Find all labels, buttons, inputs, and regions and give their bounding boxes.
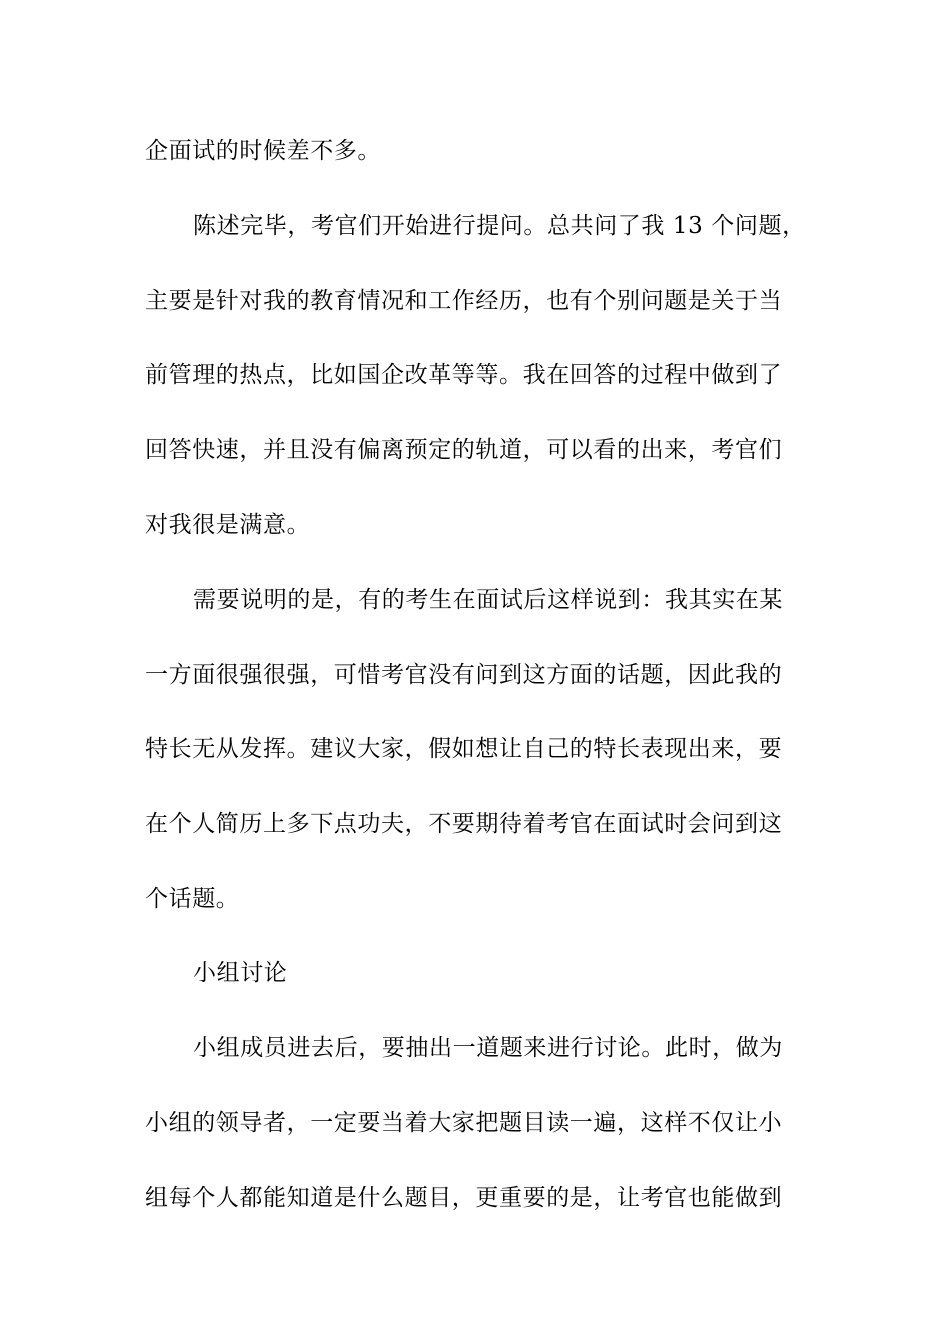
text-line: 一方面很强很强，可惜考官没有问到这方面的话题，因此我的 <box>145 662 783 688</box>
text-line: 对我很是满意。 <box>145 512 311 538</box>
section-heading: 小组讨论 <box>193 960 288 986</box>
text-line: 企面试的时候差不多。 <box>145 138 381 164</box>
paragraph-start-line: 小组成员进去后，要抽出一道题来进行讨论。此时，做为 <box>193 1035 783 1061</box>
text-line: 个话题。 <box>145 886 240 912</box>
text-line: 前管理的热点，比如国企改革等等。我在回答的过程中做到了 <box>145 362 783 388</box>
paragraph-start-line: 陈述完毕，考官们开始进行提问。总共问了我 13 个问题， <box>193 213 806 239</box>
paragraph-start-line: 需要说明的是，有的考生在面试后这样说到：我其实在某 <box>193 587 783 613</box>
text-line: 在个人简历上多下点功夫，不要期待着考官在面试时会问到这 <box>145 811 783 837</box>
text-line: 组每个人都能知道是什么题目，更重要的是，让考官也能做到 <box>145 1185 783 1211</box>
text-line: 特长无从发挥。建议大家，假如想让自己的特长表现出来，要 <box>145 736 783 762</box>
text-line: 主要是针对我的教育情况和工作经历，也有个别问题是关于当 <box>145 288 783 314</box>
text-line: 回答快速，并且没有偏离预定的轨道，可以看的出来，考官们 <box>145 437 783 463</box>
text-line: 小组的领导者，一定要当着大家把题目读一遍，这样不仅让小 <box>145 1110 783 1136</box>
